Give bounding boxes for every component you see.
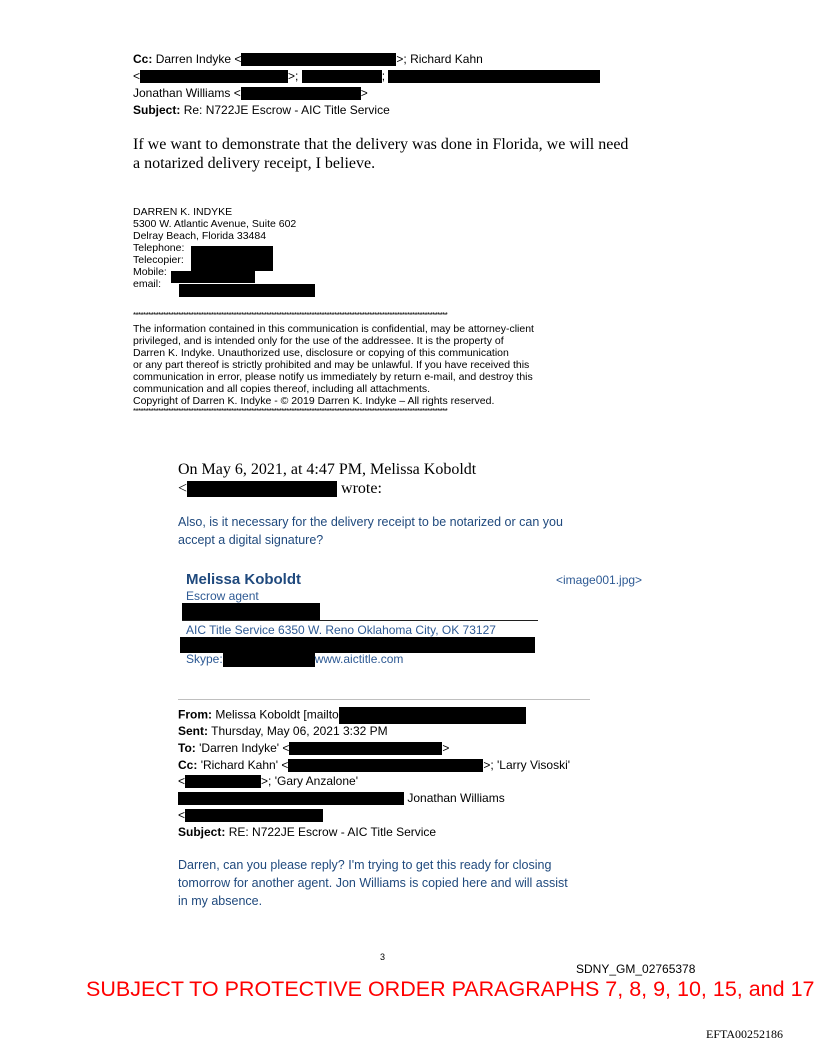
cc-value: Darren Indyke < (155, 52, 242, 66)
from-label: From: (178, 707, 212, 722)
cc-value-end: >; Richard Kahn (396, 52, 483, 66)
cc-bracket: < (133, 69, 141, 83)
subject-value: Re: N722JE Escrow - AIC Title Service (183, 103, 390, 117)
cc-williams: Jonathan Williams < (133, 86, 241, 100)
fwd-body-line: Darren, can you please reply? I'm trying to get this ready for closing (178, 858, 552, 872)
fwd-to (178, 741, 449, 755)
signature-telephone: Telephone: (133, 242, 185, 254)
redaction-bar (178, 792, 404, 805)
skype-label: Skype: (186, 652, 223, 666)
sig-skype-line (186, 652, 403, 667)
subject-label: Subject: (178, 825, 226, 839)
fwd-cc (178, 758, 570, 772)
redaction-bar (187, 481, 337, 497)
disclaimer-line: Darren K. Indyke. Unauthorized use, disclosure or copying of this communication (133, 347, 509, 359)
from-value: Melissa Koboldt [mailto (215, 707, 339, 722)
redaction-bar (241, 53, 396, 66)
divider-stars: ***************************************************************************************************************************** (133, 407, 448, 416)
cc-value: 'Richard Kahn' < (200, 758, 289, 772)
signature-name: DARREN K. INDYKE (133, 206, 233, 218)
website-link[interactable]: www.aictitle.com (314, 652, 404, 666)
cc-sep: >; (288, 69, 299, 83)
sig-title: Escrow agent (186, 589, 259, 603)
fwd-cc3 (178, 791, 505, 805)
sig-rule (182, 620, 538, 621)
fwd-cc4 (178, 808, 323, 822)
cc-line-3 (133, 86, 368, 100)
quoted-intro-email (178, 480, 382, 498)
cc3-value: Jonathan Williams (407, 791, 505, 805)
signature-email: email: (133, 278, 162, 290)
redaction-bar (241, 87, 361, 100)
redaction-bar (185, 775, 261, 788)
disclaimer-line: privileged, and is intended only for the use of the addressee. It is the property of (133, 335, 504, 347)
fwd-body-line: tomorrow for another agent. Jon Williams is copied here and will assist (178, 876, 568, 890)
redaction-bar (140, 70, 288, 83)
redaction-bar (185, 809, 323, 822)
cc-value-end: >; 'Larry Visoski' (483, 758, 571, 772)
subject-label: Subject: (133, 103, 181, 117)
fwd-cc2 (178, 774, 358, 788)
redaction-bar (182, 603, 320, 620)
disclaimer-line: communication in error, please notify us immediately by return e-mail, and destroy this (133, 371, 533, 383)
redaction-bar (191, 246, 273, 271)
divider-stars: ***************************************************************************************************************************** (133, 311, 448, 320)
sent-value: Thursday, May 06, 2021 3:32 PM (211, 724, 388, 738)
redaction-bar (339, 707, 526, 724)
redaction-bar (223, 653, 315, 667)
redaction-bar (171, 271, 255, 283)
cc2-value: >; 'Gary Anzalone' (261, 774, 358, 788)
fwd-body-line: in my absence. (178, 894, 263, 908)
cc-bracket: > (360, 86, 368, 100)
email-bracket: < (178, 480, 188, 497)
redaction-bar (388, 70, 600, 83)
cc-line-1 (133, 52, 483, 66)
subject-value: RE: N722JE Escrow - AIC Title Service (228, 825, 437, 839)
signature-address2: Delray Beach, Florida 33484 (133, 230, 267, 242)
disclaimer-line: The information contained in this communication is confidential, may be attorney-client (133, 323, 534, 335)
wrote-text: wrote: (341, 480, 382, 497)
divider-line (178, 699, 590, 700)
redaction-bar (289, 742, 442, 755)
sig-image-ref: <image001.jpg> (556, 573, 643, 587)
fwd-from (178, 707, 526, 724)
quoted-intro: On May 6, 2021, at 4:47 PM, Melissa Koboldt (178, 461, 477, 478)
disclaimer-line: Copyright of Darren K. Indyke - © 2019 Darren K. Indyke – All rights reserved. (133, 395, 495, 407)
efta-number: EFTA00252186 (706, 1027, 784, 1041)
subject-line (133, 103, 390, 117)
cc-label: Cc: (133, 52, 153, 66)
to-value: 'Darren Indyke' < (199, 741, 290, 755)
to-label: To: (178, 741, 196, 755)
signature-address1: 5300 W. Atlantic Avenue, Suite 602 (133, 218, 297, 230)
redaction-bar (302, 70, 382, 83)
quoted-question-line: accept a digital signature? (178, 533, 324, 547)
sent-label: Sent: (178, 724, 208, 738)
redaction-bar (180, 637, 535, 653)
fwd-subject (178, 825, 436, 839)
cc-sep: ; (381, 69, 386, 83)
signature-mobile: Mobile: (133, 266, 167, 278)
sig-name: Melissa Koboldt (186, 571, 302, 588)
redaction-bar (179, 284, 315, 297)
signature-telecopier: Telecopier: (133, 254, 184, 266)
redaction-bar (288, 759, 483, 772)
to-bracket: > (442, 741, 450, 755)
protective-order-banner: SUBJECT TO PROTECTIVE ORDER PARAGRAPHS 7, 8, 9, 10, 15, and 17 (86, 977, 815, 1001)
cc-label: Cc: (178, 758, 198, 772)
page-number: 3 (380, 952, 386, 962)
body-paragraph: If we want to demonstrate that the delivery was done in Florida, we will need a notarized delivery receipt, I believe. (133, 136, 629, 172)
disclaimer-line: communication and all copies thereof, including all attachments. (133, 383, 431, 395)
cc-bracket: < (178, 808, 186, 822)
sig-address: AIC Title Service 6350 W. Reno Oklahoma City, OK 73127 (186, 623, 496, 637)
fwd-sent (178, 724, 388, 738)
quoted-question-line: Also, is it necessary for the delivery receipt to be notarized or can you (178, 515, 563, 529)
bates-number: SDNY_GM_02765378 (576, 962, 696, 976)
cc-line-2 (133, 69, 600, 83)
disclaimer-line: or any part thereof is strictly prohibited and may be unlawful. If you have received this (133, 359, 530, 371)
cc-bracket: < (178, 774, 186, 788)
